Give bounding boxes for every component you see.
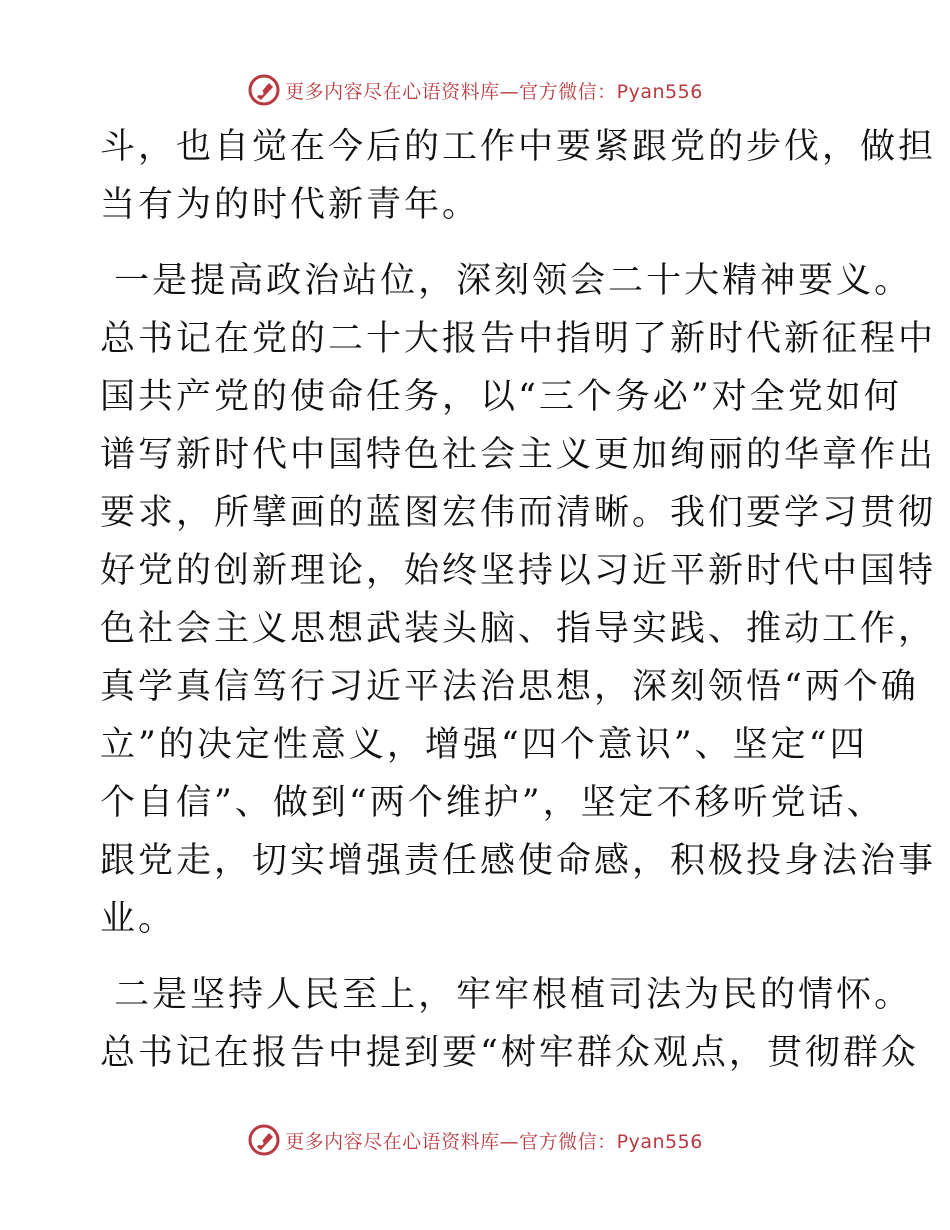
footer-watermark — [0, 1120, 950, 1160]
text-line: 真学真信笃行习近平法治思想，深刻领悟“两个确 — [100, 667, 919, 707]
paragraph-heading: 一是提高政治站位，深刻领会二十大精神要义。 — [100, 261, 913, 301]
paragraph-3 — [100, 966, 919, 1082]
watermark-text: 更多内容尽在心语资料库—官方微信：Pyan556 — [285, 1130, 703, 1153]
text-line: 好党的创新理论，始终坚持以习近平新时代中国特 — [100, 551, 937, 591]
text-line: 个自信”、做到“两个维护”，坚定不移听党话、 — [100, 783, 885, 823]
pen-nib-logo-icon — [247, 1123, 281, 1157]
text-line: 总书记在报告中提到要“树牢群众观点，贯彻群众 — [100, 1033, 919, 1073]
paragraph-heading: 二是坚持人民至上，牢牢根植司法为民的情怀。 — [100, 975, 913, 1015]
text-line: 国共产党的使命任务，以“三个务必”对全党如何 — [100, 377, 902, 417]
text-line: 跟党走，切实增强责任感使命感，积极投身法治事 — [100, 841, 937, 881]
paragraph-1 — [100, 118, 937, 234]
text-line: 要求，所擘画的蓝图宏伟而清晰。我们要学习贯彻 — [100, 493, 937, 533]
text-line: 斗，也自觉在今后的工作中要紧跟党的步伐，做担 — [100, 127, 937, 167]
text-line: 色社会主义思想武装头脑、指导实践、推动工作， — [100, 609, 937, 649]
header-watermark — [0, 70, 950, 110]
document-body — [100, 118, 937, 1082]
text-line: 总书记在党的二十大报告中指明了新时代新征程中 — [100, 319, 937, 359]
text-line: 立”的决定性意义，增强“四个意识”、坚定“四 — [100, 725, 868, 765]
pen-nib-logo-icon — [247, 73, 281, 107]
text-line: 当有为的时代新青年。 — [100, 185, 481, 225]
paragraph-2 — [100, 252, 937, 948]
text-line: 业。 — [100, 899, 177, 939]
text-line: 谱写新时代中国特色社会主义更加绚丽的华章作出 — [100, 435, 937, 475]
watermark-text: 更多内容尽在心语资料库—官方微信：Pyan556 — [285, 80, 703, 103]
